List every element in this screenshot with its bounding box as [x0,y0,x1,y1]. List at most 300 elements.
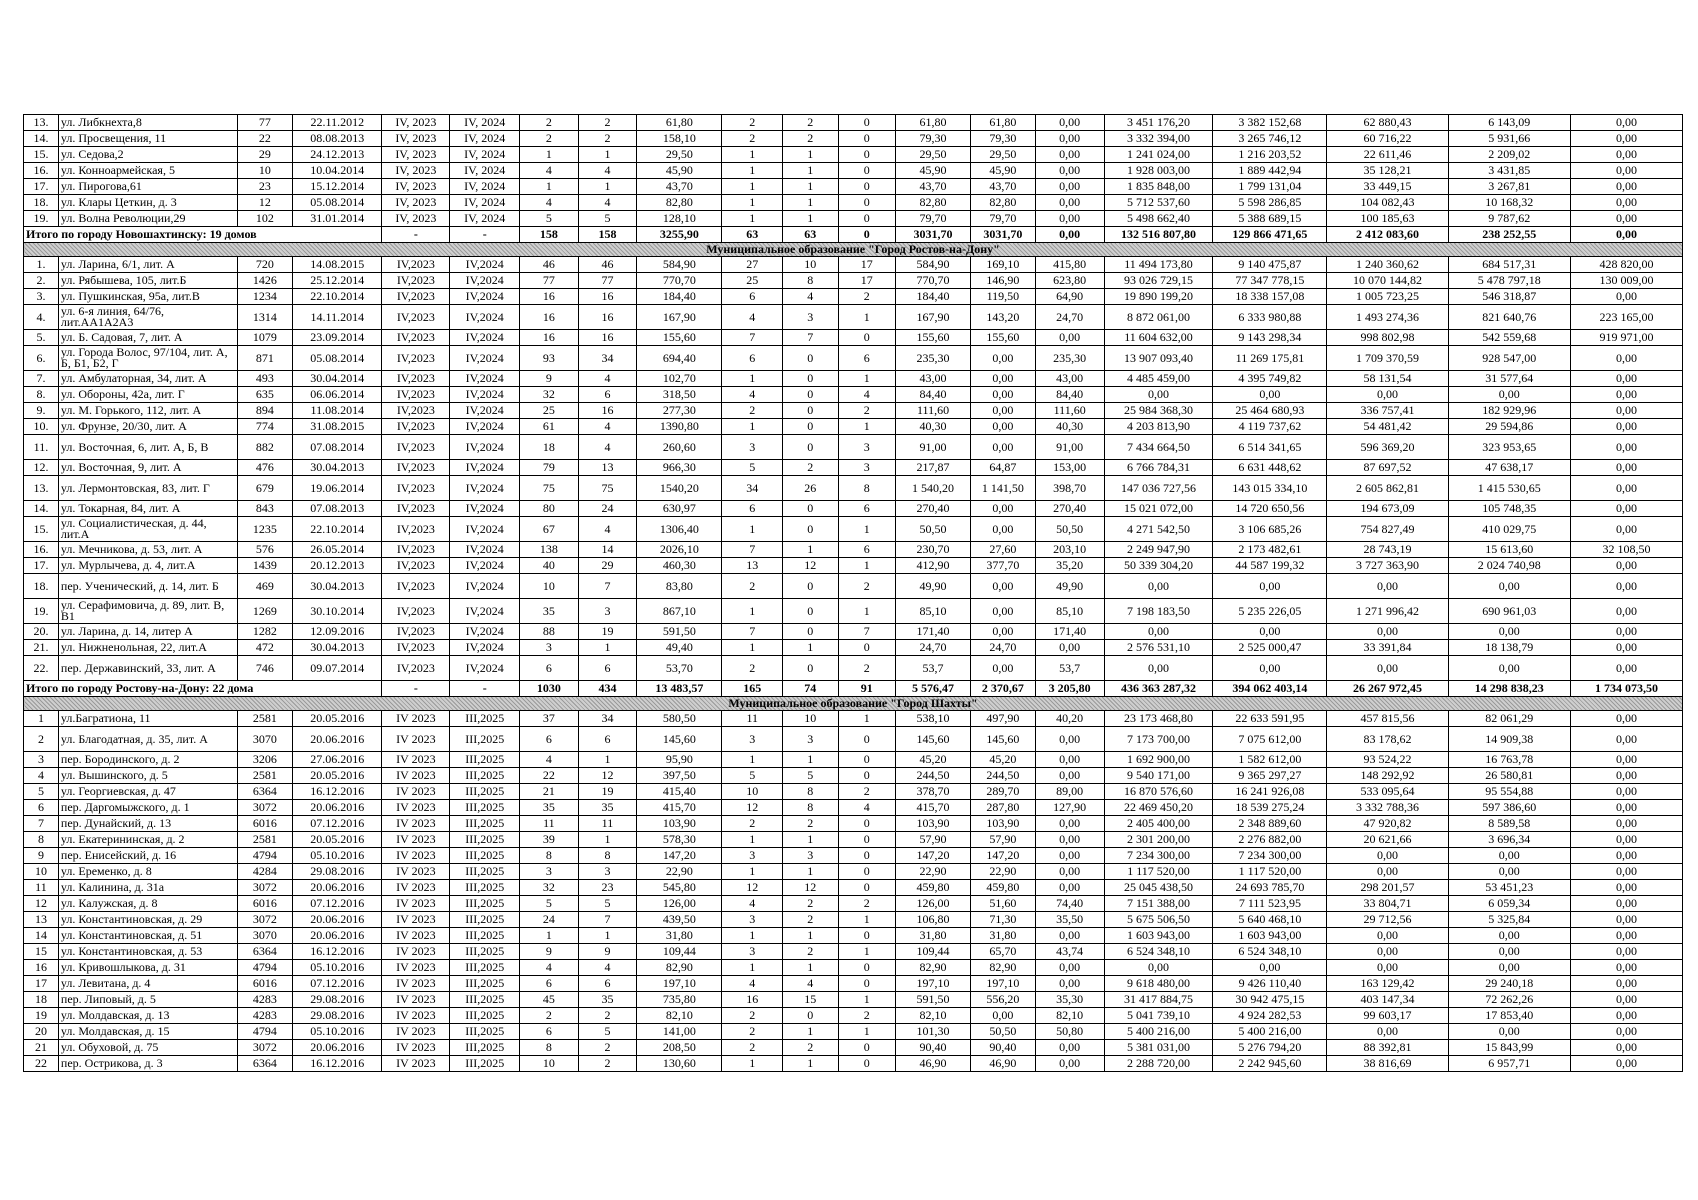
table-cell: 29,50 [971,147,1036,163]
total-cell: - [450,681,520,697]
table-cell: 18 338 157,08 [1213,289,1327,305]
table-cell: 1 [722,195,783,211]
table-cell: 6 631 448,62 [1213,460,1327,476]
table-cell: 867,10 [637,599,722,624]
table-cell: 3 [578,864,637,880]
table-cell: 6 [722,289,783,305]
table-cell: 2 209,02 [1448,147,1570,163]
table-cell: 0,00 [1327,1024,1448,1040]
table-cell: 75 [578,476,637,501]
table-cell: 9 [578,944,637,960]
total-label: Итого по городу Новошахтинску: 19 домов [24,227,382,243]
table-cell: IV,2023 [382,574,450,599]
table-cell: 2 [838,574,896,599]
table-cell: 3 332 788,36 [1327,800,1448,816]
section-title: Муниципальное образование "Город Шахты" [24,697,1683,711]
row-number: 9. [24,403,59,419]
table-cell: IV,2024 [450,305,520,330]
table-cell: IV 2023 [382,880,450,896]
table-cell: 0 [783,346,838,371]
table-cell: 0,00 [971,599,1036,624]
table-cell: 16 [578,289,637,305]
table-cell: 1 [783,1024,838,1040]
table-cell: IV, 2024 [450,147,520,163]
table-cell: 25 [520,403,579,419]
table-cell: 61 [520,419,579,435]
table-cell: 07.12.2016 [293,976,382,992]
row-number: 18. [24,574,59,599]
table-cell: 3072 [237,912,292,928]
table-cell: 0 [783,656,838,681]
row-number: 10. [24,419,59,435]
table-cell: 106,80 [896,912,971,928]
table-cell: 07.12.2016 [293,896,382,912]
table-cell: 47 920,82 [1327,816,1448,832]
table-cell: 5 400 216,00 [1104,1024,1213,1040]
table-cell: 0,00 [1570,912,1682,928]
table-cell: 95 554,88 [1448,784,1570,800]
address-cell: ул. Молдавская, д. 15 [58,1024,237,1040]
section-header-row [24,697,1683,711]
table-cell: 1390,80 [637,419,722,435]
table-row [24,403,1683,419]
table-cell: 13 907 093,40 [1104,346,1213,371]
table-cell: 05.10.2016 [293,1024,382,1040]
table-cell: 1 603 943,00 [1104,928,1213,944]
table-cell: IV,2024 [450,460,520,476]
table-cell: 54 481,42 [1327,419,1448,435]
table-cell: 6 333 980,88 [1213,305,1327,330]
table-cell: 3072 [237,800,292,816]
row-number: 15 [24,944,59,960]
table-cell: 9 787,62 [1448,211,1570,227]
section-header-row [24,243,1683,257]
table-cell: 635 [237,387,292,403]
table-cell: III,2025 [450,1008,520,1024]
table-cell: 323 953,65 [1448,435,1570,460]
table-cell: 546 318,87 [1448,289,1570,305]
table-cell: 1 271 996,42 [1327,599,1448,624]
table-cell: IV,2023 [382,542,450,558]
table-row [24,435,1683,460]
table-cell: IV,2024 [450,517,520,542]
table-cell: 197,10 [971,976,1036,992]
address-cell: пер. Липовый, д. 5 [58,992,237,1008]
table-cell: 184,40 [637,289,722,305]
row-number: 4 [24,768,59,784]
table-cell: 0 [838,727,896,752]
table-cell: 5 [520,211,579,227]
table-cell: 7 [578,912,637,928]
table-cell: 4 [520,163,579,179]
table-cell: 111,60 [896,403,971,419]
table-cell: 1 [783,960,838,976]
total-cell: 394 062 403,14 [1213,681,1327,697]
table-cell: 1 [722,517,783,542]
table-cell: 82 061,29 [1448,711,1570,727]
table-row [24,624,1683,640]
row-number: 5 [24,784,59,800]
table-cell: 05.10.2016 [293,960,382,976]
table-cell: IV, 2023 [382,131,450,147]
table-cell: 0 [838,848,896,864]
table-cell: 58 131,54 [1327,371,1448,387]
table-cell: 14.11.2014 [293,305,382,330]
table-cell: 270,40 [1035,501,1104,517]
table-cell: 1 [722,864,783,880]
table-cell: 2 [520,1008,579,1024]
table-cell: 31,80 [896,928,971,944]
table-body [24,115,1683,1072]
table-cell: 46 [578,257,637,273]
table-cell: 415,70 [637,800,722,816]
table-cell: 1 835 848,00 [1104,179,1213,195]
total-label: Итого по городу Ростову-на-Дону: 22 дома [24,681,382,697]
table-cell: 11 [578,816,637,832]
row-number: 21. [24,640,59,656]
table-cell: III,2025 [450,800,520,816]
table-cell: 11 494 173,80 [1104,257,1213,273]
table-cell: 0 [838,864,896,880]
table-cell: 08.08.2013 [293,131,382,147]
table-cell: III,2025 [450,711,520,727]
table-cell: 0,00 [1570,784,1682,800]
table-cell: 16.12.2016 [293,784,382,800]
table-cell: 0,00 [1104,960,1213,976]
table-cell: 2 [722,1008,783,1024]
table-cell: 3 [783,305,838,330]
table-row [24,574,1683,599]
table-cell: III,2025 [450,896,520,912]
table-cell: 0,00 [1570,768,1682,784]
table-cell: 102 [237,211,292,227]
table-cell: IV,2023 [382,346,450,371]
table-row [24,558,1683,574]
total-cell: 0,00 [1035,227,1104,243]
table-cell: 30.10.2014 [293,599,382,624]
table-cell: 20.06.2016 [293,800,382,816]
table-row [24,928,1683,944]
row-number: 6 [24,800,59,816]
table-cell: IV,2023 [382,371,450,387]
table-cell: 4 [722,896,783,912]
table-cell: 1 [722,419,783,435]
table-cell: 2 242 945,60 [1213,1056,1327,1072]
table-cell: 27,60 [971,542,1036,558]
table-cell: 4 271 542,50 [1104,517,1213,542]
table-cell: 4 [578,517,637,542]
total-cell: 26 267 972,45 [1327,681,1448,697]
address-cell: ул. Города Волос, 97/104, лит. А, Б, Б1, Б2, Г [58,346,237,371]
table-cell: 0,00 [1327,574,1448,599]
table-row [24,460,1683,476]
table-row [24,944,1683,960]
table-cell: 8 [520,848,579,864]
table-cell: 5 [722,768,783,784]
table-cell: 0,00 [1570,131,1682,147]
row-number: 17. [24,558,59,574]
table-cell: 412,90 [896,558,971,574]
table-cell: 3 [722,944,783,960]
table-cell: 694,40 [637,346,722,371]
table-cell: 457 815,56 [1327,711,1448,727]
table-cell: 104 082,43 [1327,195,1448,211]
total-row [24,227,1683,243]
table-cell: 894 [237,403,292,419]
table-cell: 0,00 [1448,1024,1570,1040]
table-cell: III,2025 [450,832,520,848]
table-cell: 2 [783,944,838,960]
address-cell: ул. Мурлычева, д. 4, лит.А [58,558,237,574]
table-cell: IV,2024 [450,435,520,460]
table-cell: 103,90 [971,816,1036,832]
table-cell: IV,2024 [450,330,520,346]
table-cell: 167,90 [637,305,722,330]
table-cell: IV,2024 [450,371,520,387]
table-cell: 1 [520,179,579,195]
table-cell: 2 [838,784,896,800]
table-cell: IV,2023 [382,305,450,330]
table-cell: 2 [722,656,783,681]
table-cell: 2581 [237,832,292,848]
table-cell: 34 [578,346,637,371]
table-cell: 493 [237,371,292,387]
table-cell: IV,2024 [450,558,520,574]
table-cell: 415,70 [896,800,971,816]
table-cell: 0,00 [971,403,1036,419]
table-row [24,1056,1683,1072]
address-cell: ул. Молдавская, д. 13 [58,1008,237,1024]
total-cell: 436 363 287,32 [1104,681,1213,697]
table-row [24,1008,1683,1024]
table-cell: 591,50 [637,624,722,640]
table-cell: 109,44 [896,944,971,960]
address-cell: ул. Пирогова,61 [58,179,237,195]
table-cell: III,2025 [450,944,520,960]
table-cell: 1 493 274,36 [1327,305,1448,330]
table-cell: 46 [520,257,579,273]
table-cell: 0 [783,419,838,435]
row-number: 11 [24,880,59,896]
table-cell: 6 [578,727,637,752]
table-cell: 145,60 [971,727,1036,752]
table-cell: 0,00 [1327,944,1448,960]
table-cell: 0 [838,960,896,976]
table-cell: 22 469 450,20 [1104,800,1213,816]
table-cell: 0,00 [1448,387,1570,403]
table-cell: 1 [722,1056,783,1072]
table-cell: 35,30 [1035,992,1104,1008]
table-cell: 770,70 [896,273,971,289]
table-cell: 2 [722,816,783,832]
table-cell: 4 [578,960,637,976]
table-cell: 0 [783,599,838,624]
table-cell: 1 [838,711,896,727]
table-cell: 30.04.2013 [293,574,382,599]
table-row [24,115,1683,131]
table-cell: 469 [237,574,292,599]
row-number: 15. [24,147,59,163]
table-cell: 169,10 [971,257,1036,273]
table-cell: 79,30 [971,131,1036,147]
table-cell: 4 [578,163,637,179]
table-cell: 0,00 [1448,848,1570,864]
address-cell: пер. Ученический, д. 14, лит. Б [58,574,237,599]
table-cell: 2 [578,1056,637,1072]
table-cell: 4 [520,960,579,976]
table-cell: 10 [783,257,838,273]
table-cell: 1 [520,928,579,944]
table-cell: 1 [838,517,896,542]
table-cell: 4 119 737,62 [1213,419,1327,435]
table-cell: 57,90 [896,832,971,848]
table-cell: 0 [838,163,896,179]
table-cell: 3 [838,435,896,460]
table-cell: 0,00 [1570,1008,1682,1024]
table-cell: III,2025 [450,848,520,864]
table-cell: 18 539 275,24 [1213,800,1327,816]
table-cell: 3 696,34 [1448,832,1570,848]
table-cell: 153,00 [1035,460,1104,476]
table-cell: 155,60 [637,330,722,346]
table-cell: 0,00 [1570,1056,1682,1072]
row-number: 16 [24,960,59,976]
address-cell: ул. Георгиевская, д. 47 [58,784,237,800]
table-cell: 2 288 720,00 [1104,1056,1213,1072]
table-cell: 61,80 [637,115,722,131]
table-cell: 1 692 900,00 [1104,752,1213,768]
table-cell: 998 802,98 [1327,330,1448,346]
table-cell: 0,00 [1327,624,1448,640]
table-cell: 3 727 363,90 [1327,558,1448,574]
table-cell: 1306,40 [637,517,722,542]
table-cell: 3 382 152,68 [1213,115,1327,131]
table-cell: 26 580,81 [1448,768,1570,784]
table-cell: 16 [578,330,637,346]
table-cell: IV,2024 [450,403,520,419]
table-row [24,711,1683,727]
table-cell: 83,80 [637,574,722,599]
table-cell: 7 075 612,00 [1213,727,1327,752]
table-cell: 15 021 072,00 [1104,501,1213,517]
row-number: 3 [24,752,59,768]
table-row [24,784,1683,800]
table-cell: IV, 2023 [382,179,450,195]
table-cell: 09.07.2014 [293,656,382,681]
table-cell: 0,00 [1570,460,1682,476]
address-cell: ул. Левитана, д. 4 [58,976,237,992]
table-cell: 24 693 785,70 [1213,880,1327,896]
table-cell: 6 [838,542,896,558]
table-cell: 1 [783,179,838,195]
table-cell: 0 [838,115,896,131]
address-cell: ул. Благодатная, д. 35, лит. А [58,727,237,752]
table-row [24,768,1683,784]
table-cell: 230,70 [896,542,971,558]
table-cell: 20.05.2016 [293,768,382,784]
address-cell: ул. Вышинского, д. 5 [58,768,237,784]
table-cell: 4 [722,976,783,992]
table-cell: 223 165,00 [1570,305,1682,330]
table-cell: IV 2023 [382,768,450,784]
table-cell: IV 2023 [382,848,450,864]
table-cell: IV 2023 [382,992,450,1008]
table-cell: 12 [722,800,783,816]
table-cell: 3070 [237,928,292,944]
table-cell: 7 [578,574,637,599]
table-cell: 1 [520,147,579,163]
table-cell: IV,2023 [382,656,450,681]
table-cell: 5 712 537,60 [1104,195,1213,211]
table-cell: IV,2023 [382,599,450,624]
table-cell: 0,00 [1570,656,1682,681]
table-cell: 10 [722,784,783,800]
table-cell: 167,90 [896,305,971,330]
table-cell: 7 151 388,00 [1104,896,1213,912]
table-cell: 533 095,64 [1327,784,1448,800]
address-cell: ул. Обороны, 42а, лит. Г [58,387,237,403]
address-cell: ул. Рябышева, 105, лит.Б [58,273,237,289]
table-cell: 16.12.2016 [293,944,382,960]
address-cell: ул. Калинина, д. 31а [58,880,237,896]
address-cell: ул. Токарная, 84, лит. А [58,501,237,517]
table-cell: 2 [520,115,579,131]
table-cell: IV 2023 [382,1008,450,1024]
table-cell: 16 870 576,60 [1104,784,1213,800]
table-cell: 3072 [237,880,292,896]
table-cell: 6 [722,501,783,517]
table-cell: 0 [838,1040,896,1056]
table-cell: III,2025 [450,912,520,928]
table-cell: 50 339 304,20 [1104,558,1213,574]
table-cell: IV,2023 [382,387,450,403]
table-cell: 20.06.2016 [293,1040,382,1056]
table-cell: 147 036 727,56 [1104,476,1213,501]
table-cell: 05.10.2016 [293,848,382,864]
table-cell: 0 [838,832,896,848]
address-cell: ул. Восточная, 9, лит. А [58,460,237,476]
table-cell: 13 [578,460,637,476]
table-cell: 1234 [237,289,292,305]
table-cell: 235,30 [1035,346,1104,371]
table-cell: 22,90 [971,864,1036,880]
table-cell: 84,40 [1035,387,1104,403]
table-cell: 5 498 662,40 [1104,211,1213,227]
table-cell: 1 141,50 [971,476,1036,501]
table-cell: 18 [520,435,579,460]
table-cell: 5 325,84 [1448,912,1570,928]
table-cell: 0,00 [1570,944,1682,960]
table-cell: 38 816,69 [1327,1056,1448,1072]
table-cell: 0,00 [1570,115,1682,131]
table-cell: 35,20 [1035,558,1104,574]
table-cell: 130,60 [637,1056,722,1072]
table-cell: 79,30 [896,131,971,147]
table-cell: 0 [838,976,896,992]
table-row [24,179,1683,195]
table-cell: 0,00 [971,1008,1036,1024]
table-cell: IV,2023 [382,624,450,640]
table-cell: 43,00 [896,371,971,387]
table-cell: 0,00 [1035,976,1104,992]
address-cell: ул.Багратиона, 11 [58,711,237,727]
table-cell: 2 [838,289,896,305]
address-cell: ул. Седова,2 [58,147,237,163]
table-cell: 9 618 480,00 [1104,976,1213,992]
table-cell: IV 2023 [382,832,450,848]
table-cell: 5 [520,896,579,912]
table-row [24,992,1683,1008]
